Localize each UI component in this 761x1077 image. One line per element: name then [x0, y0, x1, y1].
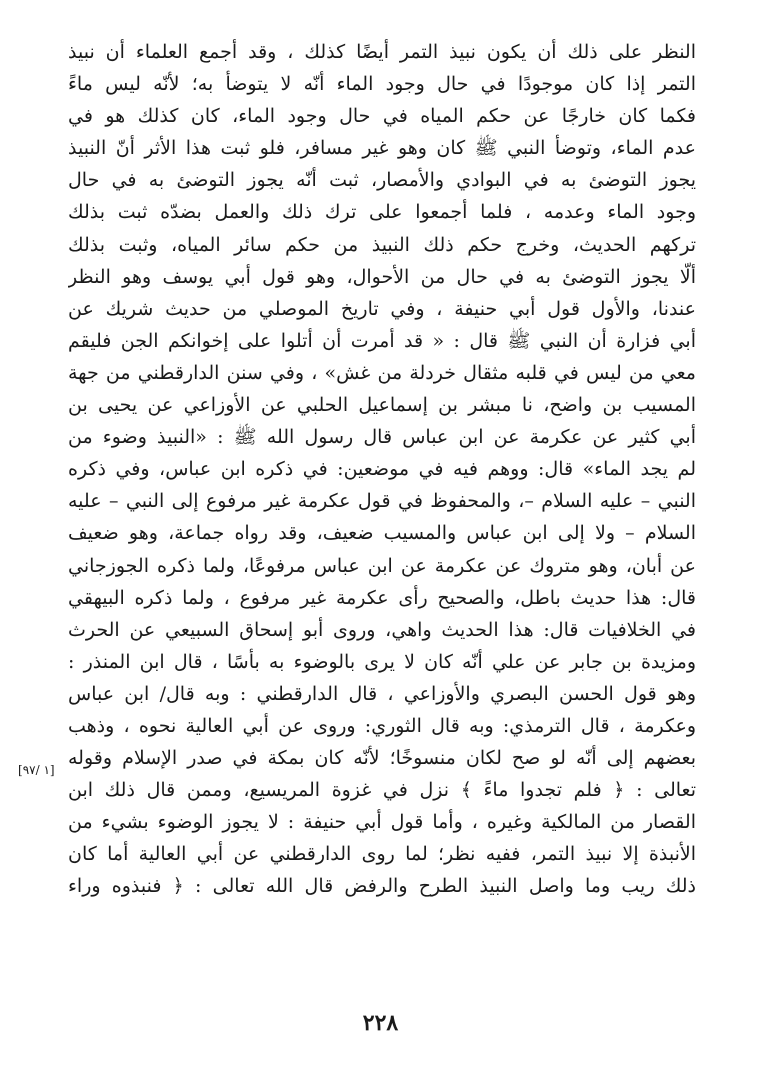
text-line: التمر إذا كان موجودًا في حال وجود الماء أنّه لا يتوضأ به؛ لأنّه ليس ماءً — [68, 73, 696, 96]
text-line: ذلك ريب وما واصل النبيذ الطرح والرفض قال الله تعالى : ﴿ فنبذوه وراء — [68, 875, 696, 898]
text-line: النبي – عليه السلام –، والمحفوظ في قول عكرمة غير مرفوع إلى النبي – عليه — [68, 490, 696, 513]
text-line: وهو قول الحسن البصري والأوزاعي ، قال الدارقطني : وبه قال/ ابن عباس — [68, 682, 696, 705]
body-text — [68, 36, 696, 903]
text-line: معي من ليس في قلبه مثقال خردلة من غش» ، وفي سنن الدارقطني من جهة — [68, 361, 696, 384]
text-line: الأنبذة إلا نبيذ التمر، ففيه نظر؛ لما روى الدارقطني عن أبي العالية أما كان — [68, 843, 696, 866]
text-line: في الخلافيات قال: هذا الحديث واهي، وروى أبو إسحاق السبيعي عن الحرث — [68, 618, 696, 641]
text-line: ألّا يجوز التوضئ به في حال من الأحوال، وهو قول أبي يوسف وهو النظر — [68, 265, 696, 288]
margin-page-reference: [١ /٩٧] — [18, 763, 55, 777]
text-line: تعالى : ﴿ فلم تجدوا ماءً ﴾ نزل في غزوة المريسيع، وممن قال ذلك ابن — [68, 779, 696, 802]
text-line: أبي فزارة أن النبي ﷺ قال : « قد أمرت أن أتلوا على إخوانكم الجن فليقم — [68, 329, 696, 352]
text-line: يجوز التوضئ به في البوادي والأمصار، ثبت أنّه يجوز التوضئ به في حال — [68, 169, 696, 192]
text-line: السلام – ولا إلى ابن عباس والمسيب ضعيف، وقد رواه جماعة، وهو ضعيف — [68, 522, 696, 545]
text-line: عدم الماء، وتوضأ النبي ﷺ كان وهو غير مسافر، فلو ثبت هذا الأثر أنّ النبيذ — [68, 137, 696, 160]
text-line: وجود الماء وعدمه ، فلما أجمعوا على ترك ذلك والعمل بضدّه ثبت بذلك — [68, 201, 696, 224]
page-number: ٢٢٨ — [362, 1010, 399, 1036]
text-line: وعكرمة ، قال الترمذي: وبه قال الثوري: وروى عن أبي العالية نحوه ، وذهب — [68, 714, 696, 737]
text-line: أبي كثير عن عكرمة عن ابن عباس قال رسول الله ﷺ : «النبيذ وضوء من — [68, 426, 696, 449]
text-line: لم يجد الماء» قال: ووهم فيه في موضعين: في ذكره ابن عباس، وفي ذكره — [68, 458, 696, 481]
text-line: النظر على ذلك أن يكون نبيذ التمر أيضًا كذلك ، وقد أجمع العلماء أن نبيذ — [68, 41, 696, 63]
text-line: ومزيدة بن جابر عن علي أنّه كان لا يرى بالوضوء به بأسًا ، قال ابن المنذر : — [68, 650, 696, 673]
text-line: القصار من المالكية وغيره ، وأما قول أبي حنيفة : لا يجوز الوضوء بشيء من — [68, 811, 696, 834]
text-line: قال: هذا حديث باطل، والصحيح رأى عكرمة غير مرفوع ، ولما ذكره البيهقي — [68, 586, 696, 609]
text-line: عندنا، والأول قول أبي حنيفة ، وفي تاريخ الموصلي من حديث شريك عن — [68, 297, 696, 320]
text-line: تركهم الحديث، وخرج حكم ذلك النبيذ من حكم سائر المياه، وثبت بذلك — [68, 233, 696, 256]
text-line: فكما كان خارجًا عن حكم المياه في حال وجود الماء، كان كذلك هو في — [68, 105, 696, 128]
text-line: المسيب بن واضح، نا مبشر بن إسماعيل الحلبي عن الأوزاعي عن يحيى بن — [68, 394, 696, 417]
text-line: بعضهم إلى أنّه لو صح لكان منسوخًا؛ لأنّه كان بمكة في صدر الإسلام وقوله — [68, 747, 696, 770]
text-line: عن أبان، وهو متروك عن عكرمة عن ابن عباس مرفوعًا، ولما ذكره الجوزجاني — [68, 554, 696, 577]
